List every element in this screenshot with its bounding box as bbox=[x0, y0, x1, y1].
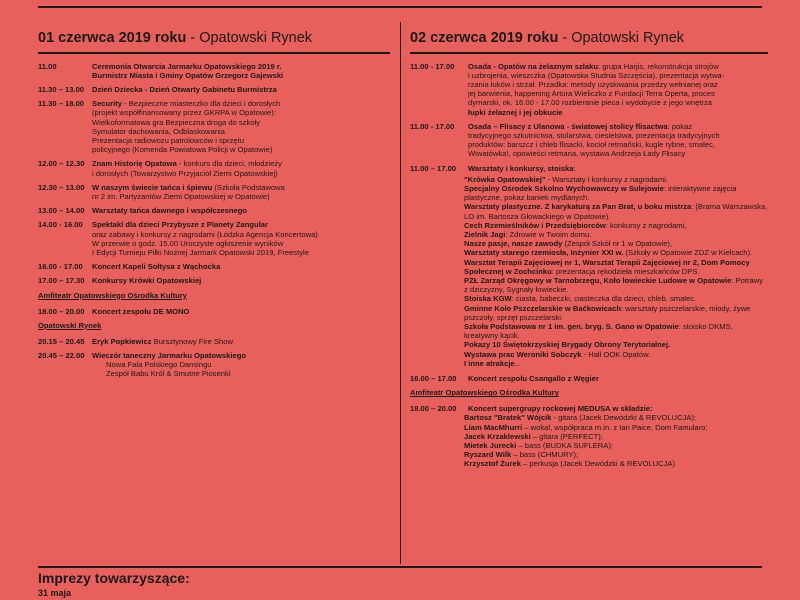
event-row: 18.00 – 20.00 Koncert supergrupy rockowej MEDUSA w składzie: bbox=[410, 404, 653, 414]
member-item: Bartosz "Bratek" Wójcik - gitara (Jacek Dewódzki & REVOLUCJA); bbox=[464, 413, 697, 423]
amfiteatr-heading: Amfiteatr Opatowskiego Ośrodka Kultury bbox=[38, 290, 187, 300]
stoisko-item: Specjalny Ośrodek Szkolno Wychowawczy w Sulejowie: interaktywne zajęcia plastyczne, pokaz baniek mydlanych. bbox=[464, 183, 737, 203]
event-row: 11.00 - 17.00 Osada – Flisacy z Ulanowa - światowej stolicy flisactwa: pokaz tradycyjnego szkutnictwa, stolarstwa, ciesielstwa, prezentacja tradycyjnych produktów: barszcz i chleb flisacki, kocioł retmański, kugle rybne, smalec, Wiwatówka!, opowieści retmana, wystawa Andrzeja Łady Flisacy bbox=[410, 121, 720, 159]
stoisko-item: Stoiska KGW: ciasta, babeczki, ciasteczka dla dzieci, chleb, smalec. bbox=[464, 294, 697, 304]
stoisko-item: Szkoła Podstawowa nr 1 im. gen. bryg. S. Gano w Opatowie: stoisko DKMS, kreatywny kącik. bbox=[464, 321, 733, 341]
event-row: 20.45 – 22.00 Wieczór taneczny Jarmarku Opatowskiego Nowa Fala Polskiego Dansingu Zespół Babu Król & Smutne Piosenki bbox=[38, 350, 246, 379]
day1-place: Opatowski Rynek bbox=[199, 30, 313, 46]
day1-column bbox=[38, 30, 390, 384]
stoisko-item: "Krówka Opatowskiej" - Warsztaty i konkursy z nagrodami. bbox=[464, 174, 669, 184]
event-row: 16.00 – 17.00 Koncert zespołu Csangallo z Węgier bbox=[410, 374, 599, 383]
member-item: Liam MacMhurri – wokal, współpraca m.in. z Ian Paice, Dom Famularo; bbox=[464, 422, 708, 432]
event-row: 16.00 - 17.00 Koncert Kapeli Sołtysa z Wąchocka bbox=[38, 262, 221, 272]
stoisko-item: Pokazy 10 Świętokrzyskiej Brygady Obrony Terytorialnej. bbox=[464, 340, 671, 350]
event-row: 11.00 Ceremonia Otwarcia Jarmarku Opatowskiego 2019 r. Burmistrz Miasta i Gminy Opatów Grzegorz Gajewski bbox=[38, 61, 284, 80]
amfiteatr-heading-2: Amfiteatr Opatowskiego Ośrodka Kultury bbox=[410, 388, 559, 398]
day2-date: 02 czerwca 2019 roku bbox=[410, 30, 559, 46]
imprezy-date: 31 maja bbox=[38, 588, 72, 598]
day1-heading: 01 czerwca 2019 roku - Opatowski Rynek bbox=[38, 30, 313, 46]
stoisko-item: Zielnik Jagi: Zdrowie w Twoim domu. bbox=[464, 229, 592, 239]
event-row: 11.30 – 18.00 Security - Bezpieczne miasteczko dla dzieci i dorosłych (projekt współfinansowany przez GKRPA w Opatowie): Wielkoformatowa gra Bezpieczna droga do szkoły Symulator dachowania, Odblaskowania Prezentacja radiowozu patrolowców i sprzętu policyjnego (Komenda Powiatowa Policji w Opatowie) bbox=[38, 99, 281, 155]
event-row: 12.30 – 13.00 W naszym świecie tańca i śpiewu (Szkoła Podstawowa nr 2 im. Partyzantów Ziemi Opatowskiej w Opatowie) bbox=[38, 182, 285, 201]
day1-rule bbox=[38, 52, 390, 54]
stoiska-list bbox=[410, 175, 768, 368]
stoisko-item: Wystawa prac Weroniki Sobczyk - Hall OOK Opatów. bbox=[464, 349, 651, 359]
event-row: 18.00 – 20.00 Koncert zespołu DE MONO bbox=[38, 306, 190, 316]
stoisko-item: I inne atrakcje... bbox=[464, 358, 521, 368]
bottom-rule bbox=[38, 566, 762, 568]
stoisko-item: Cech Rzemieślników i Przedsiębiorców: konkursy z nagrodami, bbox=[464, 220, 687, 230]
day2-place: Opatowski Rynek bbox=[571, 30, 685, 46]
day2-heading: 02 czerwca 2019 roku - Opatowski Rynek bbox=[410, 30, 685, 46]
event-row: 11.30 – 13.00 Dzień Dziecka - Dzień Otwarty Gabinetu Burmistrza bbox=[38, 84, 277, 94]
member-item: Krzysztof Żurek – perkusja (Jacek Dewódzki & REVOLUCJA) bbox=[464, 459, 676, 469]
event-row: 11.00 - 17.00 Osada - Opatów na żelaznym szlaku: grupa Harjis, rekonstrukcja strojów i uzbrojenia, wieszczka (Opatowska Studnia Szczęścia), prezentacja wytwa- rzania łuków i strzał. Przadka: metody uzyskiwania przedzy wełnianej oraz jej barwienia, happening Artura Wieliczko z Fundacji Terra Operta, proces dymarski, ok. 16.00 - 17.00 rozbieranie pieca i wydobycie z jego wnętrza łupki żelaznej i jej obkucie bbox=[410, 61, 725, 117]
day2-rule bbox=[410, 52, 768, 54]
event-row: 14.00 - 16.00 Spektakl dla dzieci Przybysze z Planety Zangular oraz zabawy i konkursy z nagrodami (Łódzka Agencja Koncertowa) W przerwie o godz. 15.00 Uroczyste ogłoszenie wyników I Edycji Turnieju Piłki Nożnej Jarmark Opatowski 2019, Freestyle bbox=[38, 220, 318, 257]
stoisko-item: PZŁ Zarząd Okręgowy w Tarnobrzegu, Koło łowieckie Ludowe w Opatowie: Potrawy z dziczyzny, Sygnały łowieckie. bbox=[464, 275, 764, 295]
event-row: 12.00 – 12.30 Znam Historię Opatowa - konkurs dla dzieci, młodzieży i dorosłych (Towarzystwo Przyjaciół Ziemi Opatowskiej) bbox=[38, 159, 282, 178]
medusa-members bbox=[410, 413, 768, 468]
member-item: Mietek Jurecki – bass (BUDKA SUFLERA); bbox=[464, 441, 613, 451]
stoisko-item: Warsztaty starego rzemiosła, Inżynier XXI w. (Szkoły w Opatowie ZDZ w Kielcach). bbox=[464, 248, 753, 258]
event-row: 13.00 – 14.00 Warsztaty tańca dawnego i współczesnego bbox=[38, 206, 248, 216]
rynek-heading: Opatowski Rynek bbox=[38, 320, 102, 330]
member-item: Ryszard Wilk – bass (CHMURY); bbox=[464, 450, 579, 460]
event-row: 20.15 – 20.45 Eryk Popkiewicz Bursztynowy Fire Show bbox=[38, 336, 233, 346]
imprezy-heading: Imprezy towarzyszące: bbox=[38, 570, 190, 586]
stoisko-item: Warsztat Terapii Zajęciowej nr 1, Warsztat Terapii Zajęciowej nr 2, Dom Pomocy Społecznej w Zochcinku: prezentacja rękodzieła mieszkańców DPS. bbox=[464, 257, 750, 276]
day2-column bbox=[410, 30, 768, 469]
stoisko-item: Warsztaty plastyczne. Z karykaturą za Pan Brat, u boku mistrza: (Brama Warszawska, LO im. Bartosza Głowackiego w Opatowie). bbox=[464, 202, 768, 221]
stoisko-item: Nasze pasje, nasze zawody (Zespół Szkół nr 1 w Opatowie), bbox=[464, 239, 673, 249]
top-rule bbox=[38, 6, 762, 8]
event-row: 11.00 – 17.00 Warsztaty i konkursy, stoiska: bbox=[410, 163, 576, 173]
member-item: Jacek Krzaklewski – gitara (PERFECT); bbox=[464, 431, 603, 441]
stoisko-item: Gminne Koło Pszczelarskie w Baćkowicach: warsztaty pszczelarskie, miody, żywe pszczoły, sprzęt pszczelarski. bbox=[464, 303, 751, 322]
event-row: 17.00 – 17.30 Konkursy Krówki Opatowskiej bbox=[38, 276, 202, 286]
column-divider bbox=[400, 22, 401, 564]
day1-date: 01 czerwca 2019 roku bbox=[38, 30, 187, 46]
